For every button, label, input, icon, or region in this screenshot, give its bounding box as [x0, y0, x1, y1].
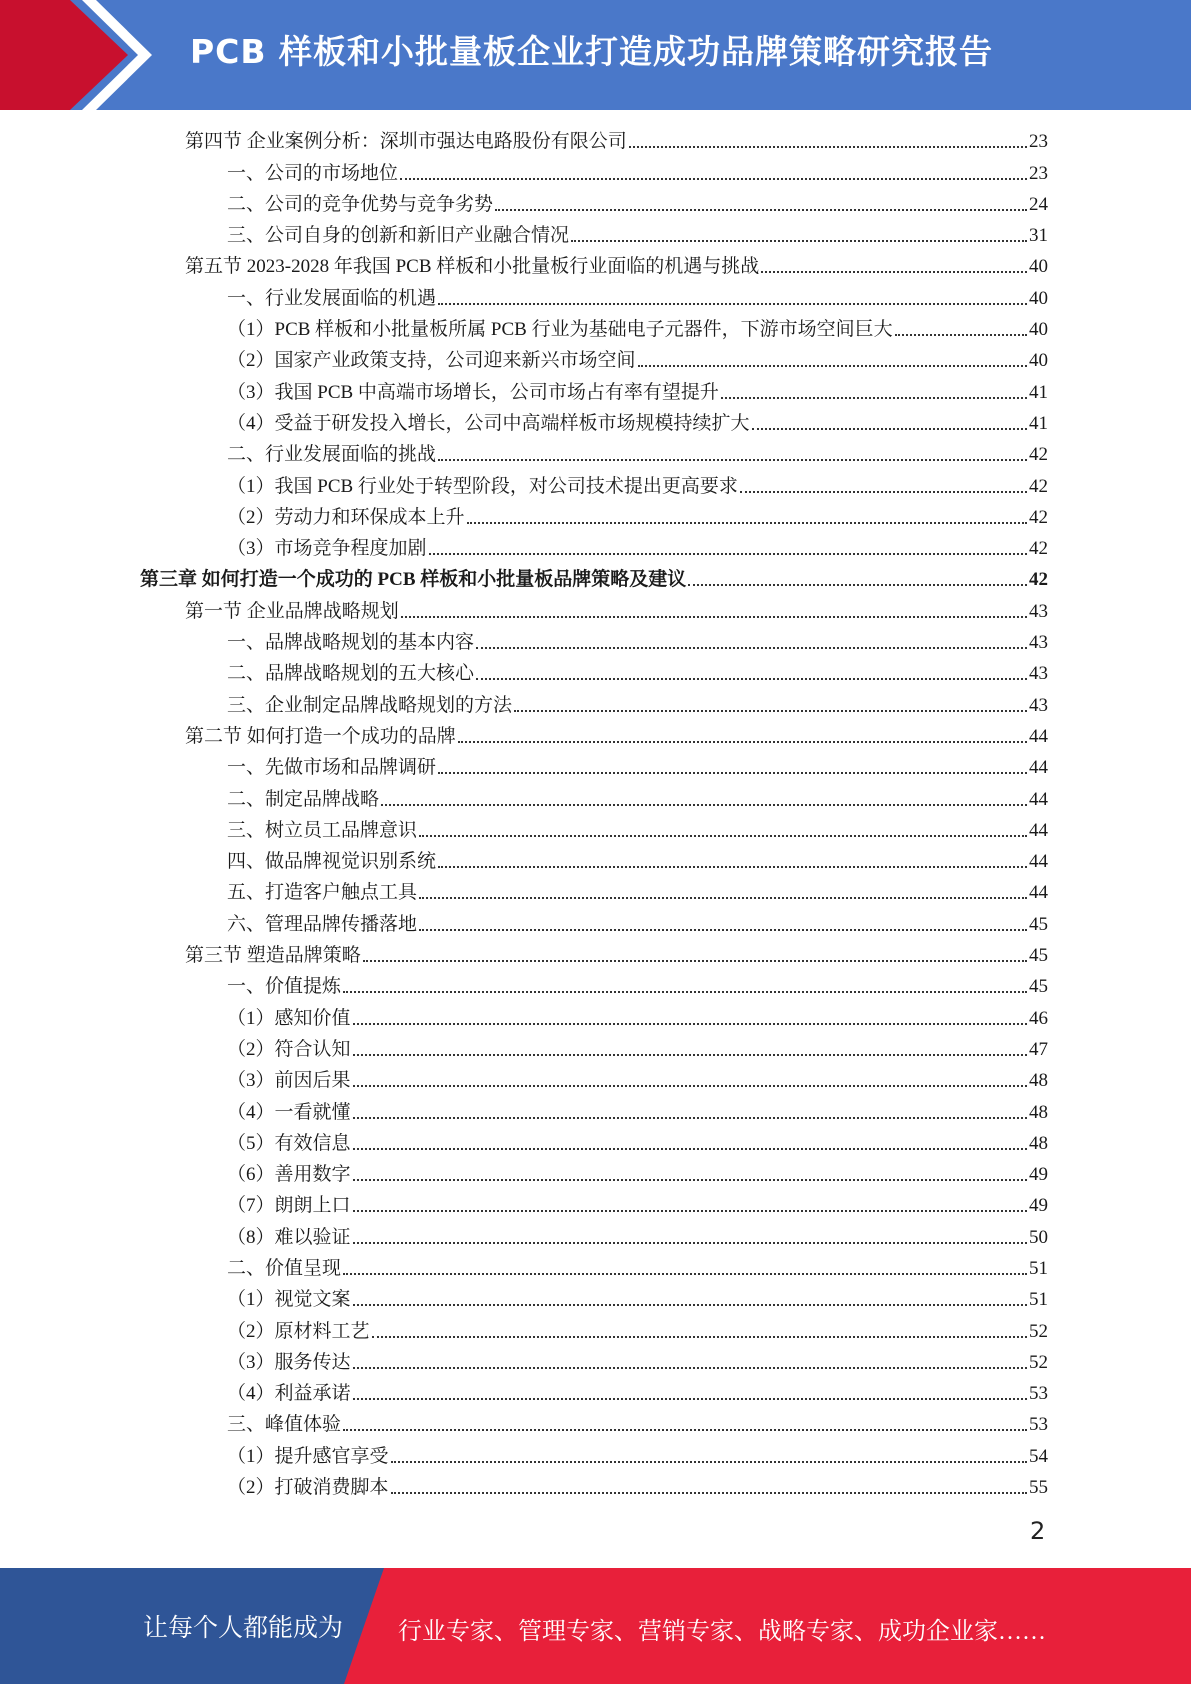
- toc-entry-title: （1）我国 PCB 行业处于转型阶段，对公司技术提出更高要求: [227, 475, 738, 497]
- toc-entry[interactable]: [140, 189, 1048, 220]
- toc-entry-title: （3）我国 PCB 中高端市场增长，公司市场占有率有望提升: [227, 381, 719, 403]
- toc-entry-title: 二、品牌战略规划的五大核心: [227, 663, 475, 685]
- toc-leader-dots: [761, 270, 1027, 273]
- toc-entry[interactable]: [140, 1440, 1048, 1471]
- toc-entry[interactable]: [140, 1253, 1048, 1284]
- toc-leader-dots: [353, 1084, 1027, 1087]
- page-number: 2: [1030, 1517, 1046, 1545]
- toc-leader-dots: [353, 1303, 1027, 1306]
- toc-leader-dots: [895, 333, 1027, 336]
- toc-entry-title: （2）国家产业政策支持，公司迎来新兴市场空间: [227, 350, 636, 372]
- toc-leader-dots: [353, 1147, 1027, 1150]
- toc-entry[interactable]: [140, 815, 1048, 846]
- toc-leader-dots: [419, 928, 1027, 931]
- toc-leader-dots: [752, 427, 1027, 430]
- toc-leader-dots: [438, 771, 1027, 774]
- page-header: [0, 0, 1191, 110]
- toc-entry[interactable]: [140, 1159, 1048, 1190]
- toc-entry-title: 一、公司的市场地位: [227, 162, 399, 184]
- toc-leader-dots: [353, 1022, 1027, 1025]
- toc-entry[interactable]: [140, 220, 1048, 251]
- toc-entry-page: 42: [1029, 444, 1048, 466]
- toc-entry-page: 44: [1029, 851, 1048, 873]
- toc-entry-page: 42: [1029, 506, 1048, 528]
- toc-entry[interactable]: [140, 533, 1048, 564]
- toc-leader-dots: [476, 677, 1027, 680]
- footer-slogan-left: 让每个人都能成为: [143, 1615, 344, 1642]
- toc-leader-dots: [353, 1209, 1027, 1212]
- toc-entry-page: 51: [1029, 1289, 1048, 1311]
- toc-entry[interactable]: [140, 783, 1048, 814]
- toc-entry-page: 42: [1029, 538, 1048, 560]
- toc-entry-page: 44: [1029, 819, 1048, 841]
- report-title: PCB 样板和小批量板企业打造成功品牌策略研究报告: [190, 32, 994, 71]
- toc-entry-page: 44: [1029, 757, 1048, 779]
- toc-entry-title: （4）一看就懂: [227, 1101, 351, 1123]
- toc-entry[interactable]: [140, 971, 1048, 1002]
- toc-entry-title: 二、行业发展面临的挑战: [227, 444, 437, 466]
- toc-entry-page: 41: [1029, 412, 1048, 434]
- toc-leader-dots: [372, 1335, 1027, 1338]
- toc-entry[interactable]: [140, 502, 1048, 533]
- toc-leader-dots: [458, 740, 1027, 743]
- toc-entry[interactable]: [140, 314, 1048, 345]
- toc-entry[interactable]: [140, 877, 1048, 908]
- toc-entry[interactable]: [140, 689, 1048, 720]
- toc-entry-title: 第二节 如何打造一个成功的品牌: [185, 725, 456, 747]
- toc-entry-page: 42: [1029, 569, 1048, 591]
- toc-leader-dots: [688, 583, 1027, 586]
- toc-entry[interactable]: [140, 1034, 1048, 1065]
- toc-leader-dots: [721, 396, 1027, 399]
- toc-leader-dots: [343, 990, 1027, 993]
- toc-entry-title: （2）打破消费脚本: [227, 1477, 389, 1499]
- toc-entry-title: 第一节 企业品牌战略规划: [185, 600, 399, 622]
- toc-leader-dots: [638, 364, 1027, 367]
- toc-entry[interactable]: [140, 752, 1048, 783]
- toc-entry[interactable]: [140, 1347, 1048, 1378]
- toc-entry-page: 53: [1029, 1383, 1048, 1405]
- toc-leader-dots: [391, 1460, 1027, 1463]
- toc-entry-page: 45: [1029, 976, 1048, 998]
- toc-leader-dots: [391, 1491, 1027, 1494]
- toc-leader-dots: [353, 1397, 1027, 1400]
- toc-leader-dots: [438, 865, 1027, 868]
- toc-entry-page: 40: [1029, 256, 1048, 278]
- toc-entry-title: （4）受益于研发投入增长，公司中高端样板市场规模持续扩大: [227, 412, 750, 434]
- toc-entry[interactable]: [140, 1221, 1048, 1252]
- toc-entry[interactable]: [140, 1065, 1048, 1096]
- toc-entry-title: 一、价值提炼: [227, 976, 342, 998]
- toc-entry[interactable]: [140, 1472, 1048, 1503]
- toc-entry-page: 55: [1029, 1477, 1048, 1499]
- toc-entry-page: 45: [1029, 945, 1048, 967]
- toc-leader-dots: [353, 1116, 1027, 1119]
- toc-entry-title: （2）劳动力和环保成本上升: [227, 506, 465, 528]
- toc-entry[interactable]: [140, 1190, 1048, 1221]
- toc-entry-page: 23: [1029, 131, 1048, 153]
- toc-entry-page: 52: [1029, 1320, 1048, 1342]
- toc-leader-dots: [353, 1241, 1027, 1244]
- toc-entry-title: （1）感知价值: [227, 1007, 351, 1029]
- toc-leader-dots: [438, 302, 1027, 305]
- toc-entry-title: 三、树立员工品牌意识: [227, 819, 418, 841]
- toc-entry-title: 三、峰值体验: [227, 1414, 342, 1436]
- toc-entry-page: 51: [1029, 1257, 1048, 1279]
- toc-entry-title: 二、制定品牌战略: [227, 788, 380, 810]
- toc-entry-title: （6）善用数字: [227, 1164, 351, 1186]
- toc-entry-title: 二、价值呈现: [227, 1257, 342, 1279]
- toc-entry-title: （2）符合认知: [227, 1038, 351, 1060]
- toc-entry[interactable]: [140, 1128, 1048, 1159]
- toc-entry[interactable]: [140, 157, 1048, 188]
- toc-entry-title: 第五节 2023-2028 年我国 PCB 样板和小批量板行业面临的机遇与挑战: [185, 256, 760, 278]
- toc-leader-dots: [495, 208, 1027, 211]
- toc-entry-title: 一、行业发展面临的机遇: [227, 287, 437, 309]
- toc-entry[interactable]: [140, 564, 1048, 595]
- toc-entry-page: 47: [1029, 1038, 1048, 1060]
- toc-entry[interactable]: [140, 1284, 1048, 1315]
- toc-entry-title: 三、企业制定品牌战略规划的方法: [227, 694, 513, 716]
- toc-entry-page: 53: [1029, 1414, 1048, 1436]
- toc-entry-page: 46: [1029, 1007, 1048, 1029]
- toc-entry-title: （3）前因后果: [227, 1070, 351, 1092]
- toc-entry-page: 44: [1029, 882, 1048, 904]
- toc-leader-dots: [571, 239, 1027, 242]
- toc-entry-title: 六、管理品牌传播落地: [227, 913, 418, 935]
- toc-entry-page: 54: [1029, 1445, 1048, 1467]
- toc-entry-page: 31: [1029, 225, 1048, 247]
- toc-entry[interactable]: [140, 470, 1048, 501]
- toc-entry-page: 48: [1029, 1070, 1048, 1092]
- toc-entry-title: （3）市场竞争程度加剧: [227, 538, 427, 560]
- toc-entry-page: 49: [1029, 1164, 1048, 1186]
- toc-entry-title: 一、品牌战略规划的基本内容: [227, 632, 475, 654]
- toc-entry-title: 一、先做市场和品牌调研: [227, 757, 437, 779]
- toc-entry[interactable]: [140, 1409, 1048, 1440]
- toc-entry-page: 45: [1029, 913, 1048, 935]
- toc-entry[interactable]: [140, 251, 1048, 282]
- toc-entry[interactable]: [140, 595, 1048, 626]
- toc-entry-title: （7）朗朗上口: [227, 1195, 351, 1217]
- toc-entry-title: 第四节 企业案例分析：深圳市强达电路股份有限公司: [185, 131, 627, 153]
- toc-entry-page: 42: [1029, 475, 1048, 497]
- toc-entry-title: 五、打造客户触点工具: [227, 882, 418, 904]
- toc-entry[interactable]: [140, 126, 1048, 157]
- toc-entry-page: 43: [1029, 632, 1048, 654]
- toc-leader-dots: [740, 490, 1027, 493]
- toc-entry-page: 40: [1029, 350, 1048, 372]
- toc-entry[interactable]: [140, 1378, 1048, 1409]
- toc-entry[interactable]: [140, 940, 1048, 971]
- toc-entry[interactable]: [140, 658, 1048, 689]
- toc-entry-page: 44: [1029, 725, 1048, 747]
- toc-entry-page: 48: [1029, 1132, 1048, 1154]
- page-footer: [0, 1568, 1191, 1684]
- toc-entry-title: 第三节 塑造品牌策略: [185, 945, 361, 967]
- toc-leader-dots: [467, 521, 1027, 524]
- toc-leader-dots: [353, 1053, 1027, 1056]
- toc-entry-title: （5）有效信息: [227, 1132, 351, 1154]
- toc-entry-title: 二、公司的竞争优势与竞争劣势: [227, 193, 494, 215]
- toc-entry-page: 43: [1029, 600, 1048, 622]
- toc-leader-dots: [353, 1366, 1027, 1369]
- toc-leader-dots: [401, 615, 1027, 618]
- toc-entry[interactable]: [140, 439, 1048, 470]
- toc-entry[interactable]: [140, 376, 1048, 407]
- toc-entry-title: （4）利益承诺: [227, 1383, 351, 1405]
- toc-entry[interactable]: [140, 1002, 1048, 1033]
- toc-leader-dots: [343, 1428, 1027, 1431]
- toc-leader-dots: [629, 145, 1027, 148]
- toc-entry-page: 48: [1029, 1101, 1048, 1123]
- toc-entry-page: 44: [1029, 788, 1048, 810]
- toc-entry-page: 40: [1029, 319, 1048, 341]
- toc-leader-dots: [419, 896, 1027, 899]
- toc-entry-page: 49: [1029, 1195, 1048, 1217]
- toc-entry-title: （2）原材料工艺: [227, 1320, 370, 1342]
- toc-entry[interactable]: [140, 908, 1048, 939]
- toc-entry-page: 50: [1029, 1226, 1048, 1248]
- toc-entry-title: （1）提升感官享受: [227, 1445, 389, 1467]
- toc-entry-page: 24: [1029, 193, 1048, 215]
- toc-leader-dots: [381, 803, 1027, 806]
- toc-entry-title: 三、公司自身的创新和新旧产业融合情况: [227, 225, 570, 247]
- toc-leader-dots: [400, 177, 1027, 180]
- toc-entry-page: 40: [1029, 287, 1048, 309]
- toc-entry-page: 23: [1029, 162, 1048, 184]
- toc-leader-dots: [343, 1272, 1027, 1275]
- toc-entry-page: 52: [1029, 1351, 1048, 1373]
- toc-entry[interactable]: [140, 408, 1048, 439]
- toc-leader-dots: [419, 834, 1027, 837]
- toc-entry-title: （3）服务传达: [227, 1351, 351, 1373]
- toc-entry-page: 43: [1029, 694, 1048, 716]
- toc-entry[interactable]: [140, 282, 1048, 313]
- toc-leader-dots: [438, 458, 1027, 461]
- toc-entry-title: 第三章 如何打造一个成功的 PCB 样板和小批量板品牌策略及建议: [140, 569, 687, 591]
- table-of-contents: [140, 126, 1048, 1503]
- footer-slogan-right: 行业专家、管理专家、营销专家、战略专家、成功企业家……: [398, 1619, 1046, 1645]
- toc-entry-title: （8）难以验证: [227, 1226, 351, 1248]
- toc-leader-dots: [353, 1178, 1027, 1181]
- toc-leader-dots: [429, 552, 1027, 555]
- toc-entry[interactable]: [140, 1096, 1048, 1127]
- toc-entry[interactable]: [140, 345, 1048, 376]
- toc-entry[interactable]: [140, 846, 1048, 877]
- toc-leader-dots: [514, 709, 1027, 712]
- toc-entry-page: 41: [1029, 381, 1048, 403]
- toc-leader-dots: [476, 646, 1027, 649]
- toc-entry-title: （1）PCB 样板和小批量板所属 PCB 行业为基础电子元器件，下游市场空间巨大: [227, 319, 893, 341]
- toc-leader-dots: [363, 959, 1027, 962]
- toc-entry-title: （1）视觉文案: [227, 1289, 351, 1311]
- toc-entry[interactable]: [140, 627, 1048, 658]
- toc-entry[interactable]: [140, 721, 1048, 752]
- toc-entry[interactable]: [140, 1315, 1048, 1346]
- toc-entry-title: 四、做品牌视觉识别系统: [227, 851, 437, 873]
- toc-entry-page: 43: [1029, 663, 1048, 685]
